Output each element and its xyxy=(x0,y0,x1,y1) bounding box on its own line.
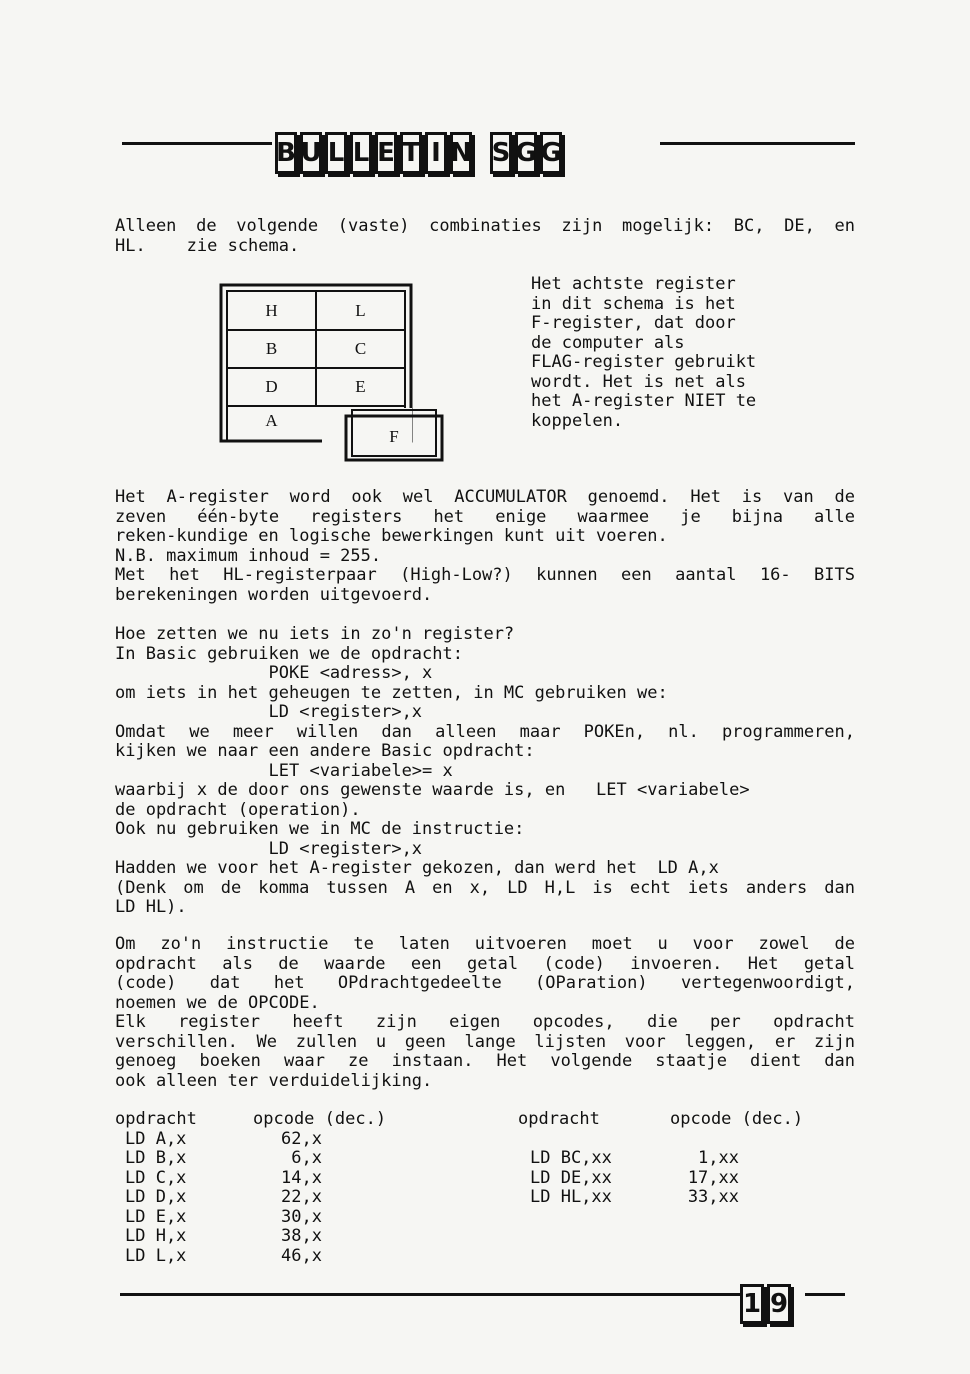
opcode-paragraph xyxy=(115,935,855,1091)
table-cell-code: 6,x xyxy=(291,1148,322,1168)
register-c: C xyxy=(354,339,367,358)
page-digit: 1 xyxy=(740,1284,764,1324)
text-line: kijken we naar een andere Basic opdracht: xyxy=(115,741,535,761)
side-line: het A-register NIET te xyxy=(531,391,757,411)
logo-letter: B xyxy=(275,132,297,174)
side-line: Het achtste register xyxy=(531,274,736,294)
text-line: LD HL). xyxy=(115,897,187,917)
table-cell-code: 14,x xyxy=(281,1167,322,1188)
header-rule-left xyxy=(122,142,272,145)
logo-letter: I xyxy=(425,132,447,174)
footer-rule xyxy=(120,1293,740,1296)
side-line: de computer als xyxy=(531,332,685,353)
intro-line: HL. zie schema. xyxy=(115,235,300,256)
table-cell-op: LD C,x xyxy=(125,1167,187,1188)
table-cell-code: 1,xx xyxy=(698,1148,739,1168)
code-line: POKE <adress>, x xyxy=(115,663,433,683)
table-cell-op: LD HL,xx xyxy=(530,1187,612,1207)
text-line: noemen we de OPCODE. xyxy=(115,992,320,1013)
table-cell-code: 30,x xyxy=(281,1206,322,1227)
side-line: F-register, dat door xyxy=(531,313,736,333)
intro-paragraph xyxy=(115,217,855,256)
table-cell-op: LD L,x xyxy=(125,1245,187,1266)
logo-letter: G xyxy=(540,132,562,174)
text-line: zeven één-byte registers het enige waarmee je bijna alle xyxy=(115,506,855,527)
logo-letter: S xyxy=(490,132,512,174)
text-line: berekeningen worden uitgevoerd. xyxy=(115,584,433,605)
text-line: Ook nu gebruiken we in MC de instructie: xyxy=(115,819,525,839)
footer-rule-right xyxy=(805,1293,845,1296)
text-line: de opdracht (operation). xyxy=(115,799,361,820)
table-cell-op: LD D,x xyxy=(125,1187,187,1207)
table-cell-op: LD H,x xyxy=(125,1226,187,1246)
text-line: (Denk om de komma tussen A en x, LD H,L is echt iets anders dan xyxy=(115,877,855,898)
text-line: (code) dat het OPdrachtgedeelte (OParation) vertegenwoordigt, xyxy=(115,973,855,993)
text-line: genoeg boeken waar ze instaan. Het volgende staatje dient dan xyxy=(115,1051,855,1071)
table-cell-code: 38,x xyxy=(281,1226,322,1246)
logo-letter: L xyxy=(325,132,347,174)
text-line: ook alleen ter verduidelijking. xyxy=(115,1070,433,1091)
text-line: Om zo'n instructie te laten uitvoeren moet u voor zowel de xyxy=(115,934,855,954)
side-line: koppelen. xyxy=(531,410,624,431)
table-header-op: opdracht xyxy=(115,1109,197,1129)
code-line: LD <register>,x xyxy=(115,838,423,859)
intro-line: Alleen de volgende (vaste) combinaties zijn mogelijk: BC, DE, en xyxy=(115,216,855,236)
table-header-code: opcode (dec.) xyxy=(670,1109,804,1129)
side-line: FLAG-register gebruikt xyxy=(531,352,757,372)
register-usage-paragraph xyxy=(115,625,855,918)
logo-letter: N xyxy=(450,132,472,174)
table-cell-code: 46,x xyxy=(281,1245,322,1266)
side-paragraph xyxy=(531,275,851,431)
text-line: reken-kundige en logische bewerkingen kunt uit voeren. xyxy=(115,526,668,546)
register-b: B xyxy=(265,339,278,358)
text-line: om iets in het geheugen te zetten, in MC gebruiken we: xyxy=(115,682,668,703)
left-table-code-column xyxy=(253,1110,413,1266)
logo-letter: U xyxy=(300,132,322,174)
table-cell-op: LD DE,xx xyxy=(530,1167,612,1188)
text-line: Met het HL-registerpaar (High-Low?) kunnen een aantal 16- BITS xyxy=(115,565,855,585)
text-line: N.B. maximum inhoud = 255. xyxy=(115,545,382,566)
side-line: wordt. Het is net als xyxy=(531,371,746,392)
page-digit: 9 xyxy=(767,1284,791,1324)
register-f: F xyxy=(389,427,399,446)
header-rule-right xyxy=(660,142,855,145)
table-cell-code: 17,xx xyxy=(687,1167,739,1188)
code-line: LD <register>,x xyxy=(115,702,423,722)
left-table-op-column xyxy=(115,1110,255,1266)
text-line: Omdat we meer willen dan alleen maar POKEn, nl. programmeren, xyxy=(115,721,855,742)
bulletin-logo xyxy=(275,132,562,174)
text-line: Het A-register word ook wel ACCUMULATOR genoemd. Het is van de xyxy=(115,487,855,507)
text-line: Elk register heeft zijn eigen opcodes, die per opdracht xyxy=(115,1012,855,1032)
table-cell-op: LD BC,xx xyxy=(530,1148,612,1168)
table-cell-op: LD A,x xyxy=(125,1128,187,1149)
logo-letter: L xyxy=(350,132,372,174)
text-line: opdracht als de waarde een getal (code) invoeren. Het getal xyxy=(115,953,855,974)
logo-letter: G xyxy=(515,132,537,174)
right-table-op-column xyxy=(518,1110,658,1208)
page-number xyxy=(740,1284,791,1324)
register-e: E xyxy=(355,377,366,396)
table-cell-code: 62,x xyxy=(281,1128,322,1149)
accumulator-paragraph xyxy=(115,488,855,605)
table-cell-op: LD B,x xyxy=(125,1148,187,1168)
table-cell-code: 33,xx xyxy=(687,1187,739,1207)
logo-letter: T xyxy=(400,132,422,174)
register-h: H xyxy=(265,300,278,320)
text-line: waarbij x de door ons gewenste waarde is, en LET <variabele> xyxy=(115,780,750,800)
table-cell-op: LD E,x xyxy=(125,1206,187,1227)
register-l: L xyxy=(355,300,366,320)
side-line: in dit schema is het xyxy=(531,293,736,314)
text-line: In Basic gebruiken we de opdracht: xyxy=(115,643,463,664)
code-line: LET <variabele>= x xyxy=(115,760,453,781)
register-a: A xyxy=(265,411,278,430)
table-header-op: opdracht xyxy=(518,1109,600,1129)
register-d: D xyxy=(265,377,278,396)
text-line: Hadden we voor het A-register gekozen, dan werd het LD A,x xyxy=(115,858,719,878)
text-line: verschillen. We zullen u geen lange lijsten voor leggen, er zijn xyxy=(115,1031,855,1052)
text-line: Hoe zetten we nu iets in zo'n register? xyxy=(115,624,515,644)
table-header-code: opcode (dec.) xyxy=(253,1109,387,1129)
table-cell-code: 22,x xyxy=(281,1187,322,1207)
logo-letter: E xyxy=(375,132,397,174)
right-table-code-column xyxy=(670,1110,830,1208)
